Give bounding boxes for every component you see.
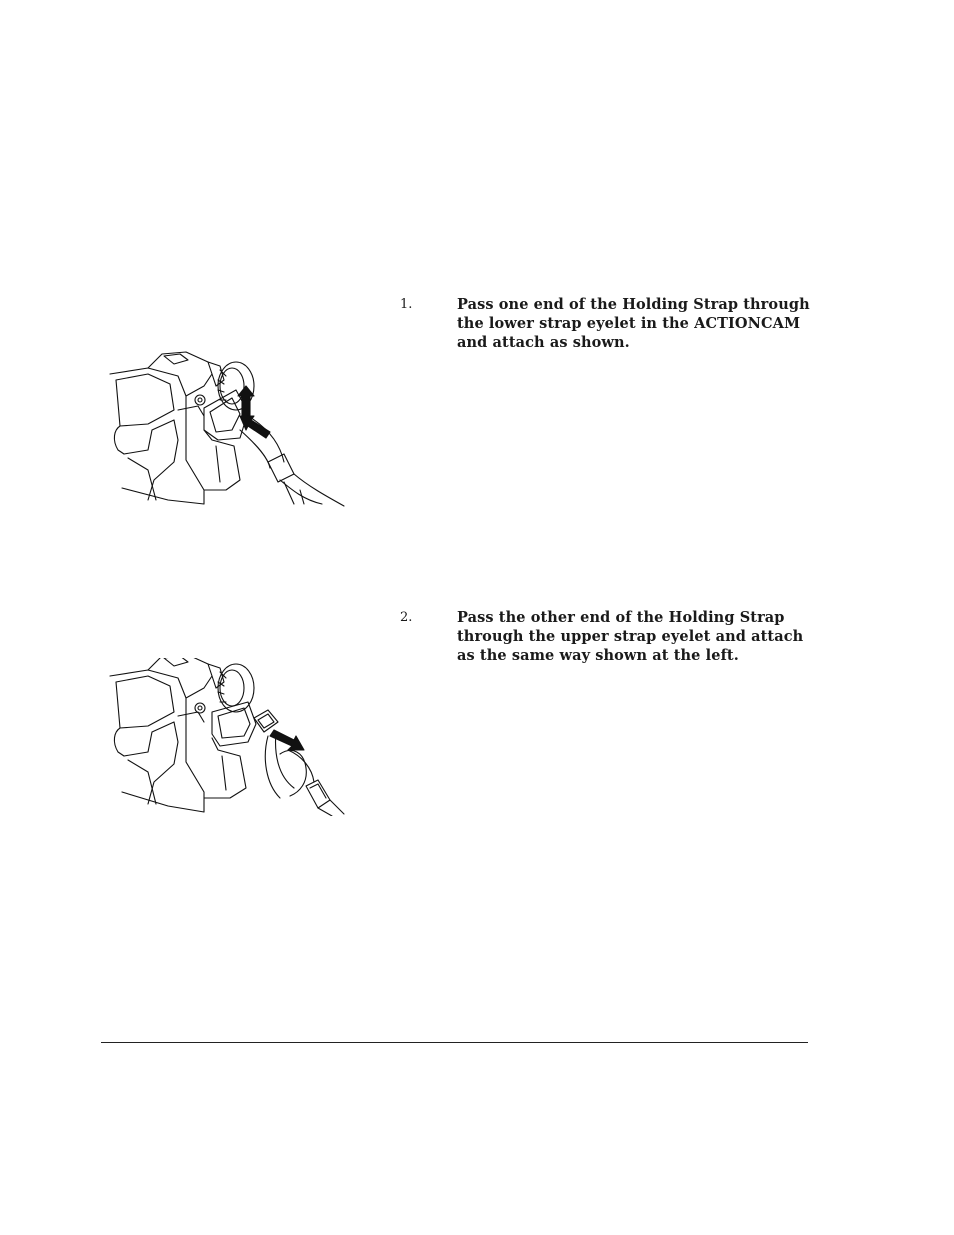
camcorder-icon [108,350,348,508]
footer-rule [101,1042,808,1043]
step-2-number: 2. [400,610,413,625]
step-1-number: 1. [400,297,413,312]
camera-strap-lower-eyelet-illustration [108,350,348,508]
step-1-text: Pass one end of the Holding Strap through the lower strap eyelet in the ACTIONCAM and attach as shown. [457,296,810,351]
camera-strap-upper-eyelet-illustration [108,658,348,816]
camcorder-icon [108,658,348,816]
step-2-text: Pass the other end of the Holding Strap through the upper strap eyelet and attach as the same way shown at the left. [457,609,804,664]
